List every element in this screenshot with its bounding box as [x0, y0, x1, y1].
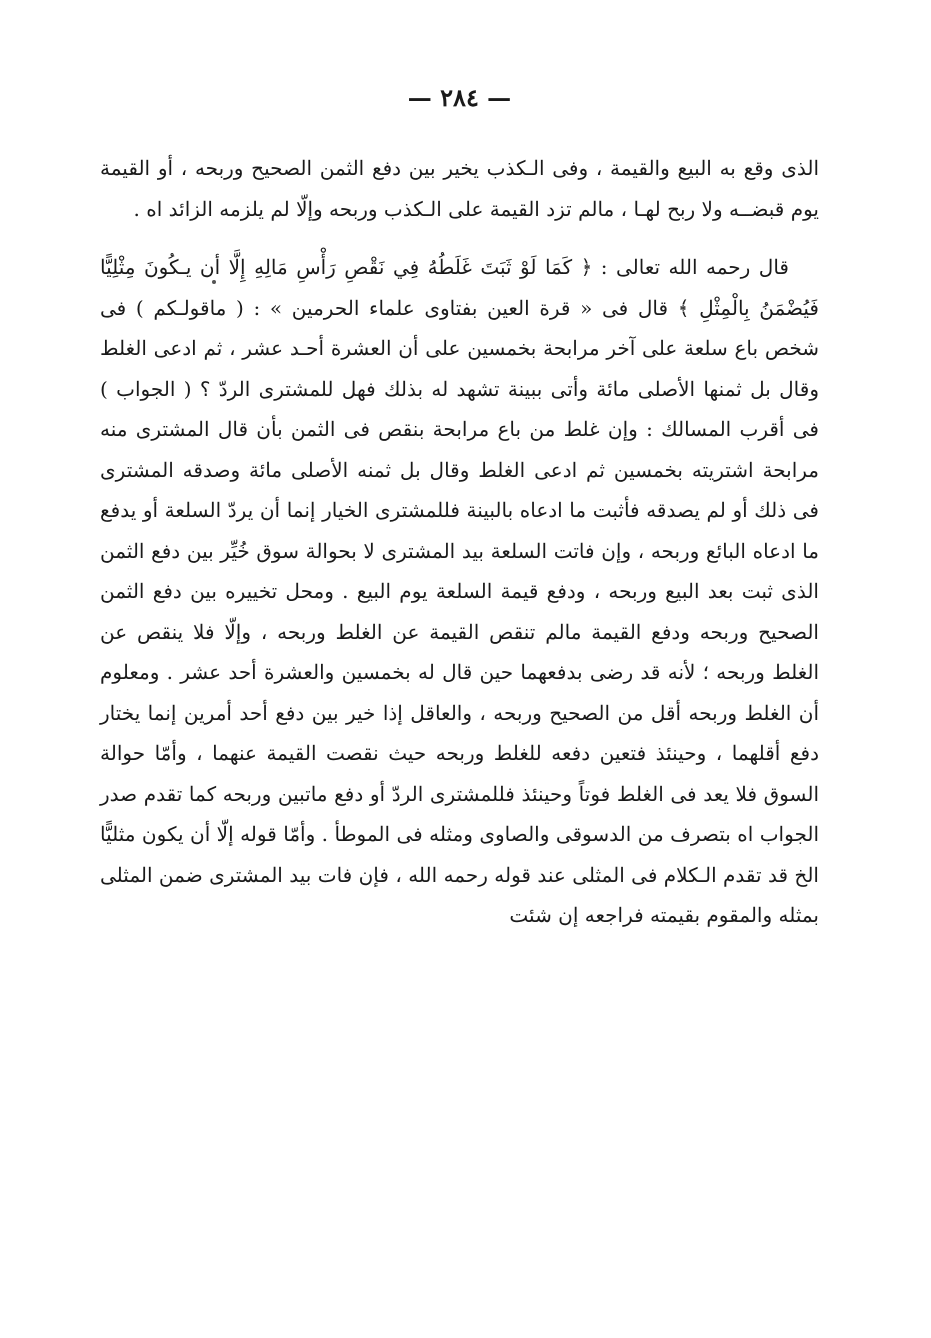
print-speck: [212, 280, 216, 284]
page-number: — ٢٨٤ —: [407, 83, 512, 112]
paragraph-continuation: الذى وقع به البيع والقيمة ، وفى الـكذب يخير بين دفع الثمن الصحيح وربحه ، أو القيمة يوم قبضــه ولا ربح لهـا ، مالم تزد القيمة على الـكذب وربحه وإلّا لم يلزمه الزائد اه .: [100, 156, 819, 221]
paragraph-commentary: قال رحمه الله تعالى : ﴿ كَمَا لَوْ ثَبَتَ غَلَطُهُ فِي نَقْصِ رَأْسِ مَالِهِ إِلَّا أن يـكُونَ مِثْلِيًّا فَيُضْمَنُ بِالْمِثْلِ ﴾ قال فى « قرة العين بفتاوى علماء الحرمين » : ( ماقولـكم ) فى شخص باع سلعة على آخر مرابحة بخمسين على أن العشرة أحـد عشر ، ثم ادعى الغلط وقال بل ثمنها الأصلى مائة وأتى ببينة تشهد له بذلك فهل للمشترى الردّ ؟ ( الجواب ) فى أقرب المسالك : وإن غلط من باع مرابحة بنقص فى الثمن بأن قال المشترى منه مرابحة اشتريته بخمسين ثم ادعى الغلط وقال بل ثمنه الأصلى مائة وصدقه المشترى فى ذلك أو لم يصدقه فأثبت ما ادعاه بالبينة فللمشترى الخيار إنما أن يردّ السلعة أو يدفع ما ادعاه البائع وربحه ، وإن فاتت السلعة بيد المشترى لا بحوالة سوق خُيِّر بين دفع الثمن الذى ثبت بعد البيع وربحه ، ودفع قيمة السلعة يوم البيع . ومحل تخييره بين دفع الثمن الصحيح وربحه ودفع القيمة مالم تنقص القيمة عن الغلط وربحه ، وإلّا فلا ينقص عن الغلط وربحه ؛ لأنه قد رضى بدفعهما حين قال له بخمسين والعشرة أحد عشر . ومعلوم أن الغلط وربحه أقل من الصحيح وربحه ، والعاقل إذا خير بين دفع أحد أمرين إنما يختار دفع أقلهما ، وحينئذ فتعين دفعه للغلط وربحه حيث نقصت القيمة عنهما ، وأمّا حوالة السوق فلا يعد فى الغلط فوتاً وحينئذ فللمشترى الردّ أو دفع ماتبين وربحه كما تقدم صدر الجواب اه بتصرف من الدسوقى والصاوى ومثله فى الموطأ . وأمّا قوله إلّا أن يكون مثليًّا الخ قد تقدم الـكلام فى المثلى عند قوله رحمه الله ، فإن فات بيد المشترى ضمن المثلى بمثله والمقوم بقيمته فراجعه إن شئت: [100, 255, 819, 927]
body-text: [100, 148, 819, 936]
paragraph-gap: [100, 229, 819, 247]
